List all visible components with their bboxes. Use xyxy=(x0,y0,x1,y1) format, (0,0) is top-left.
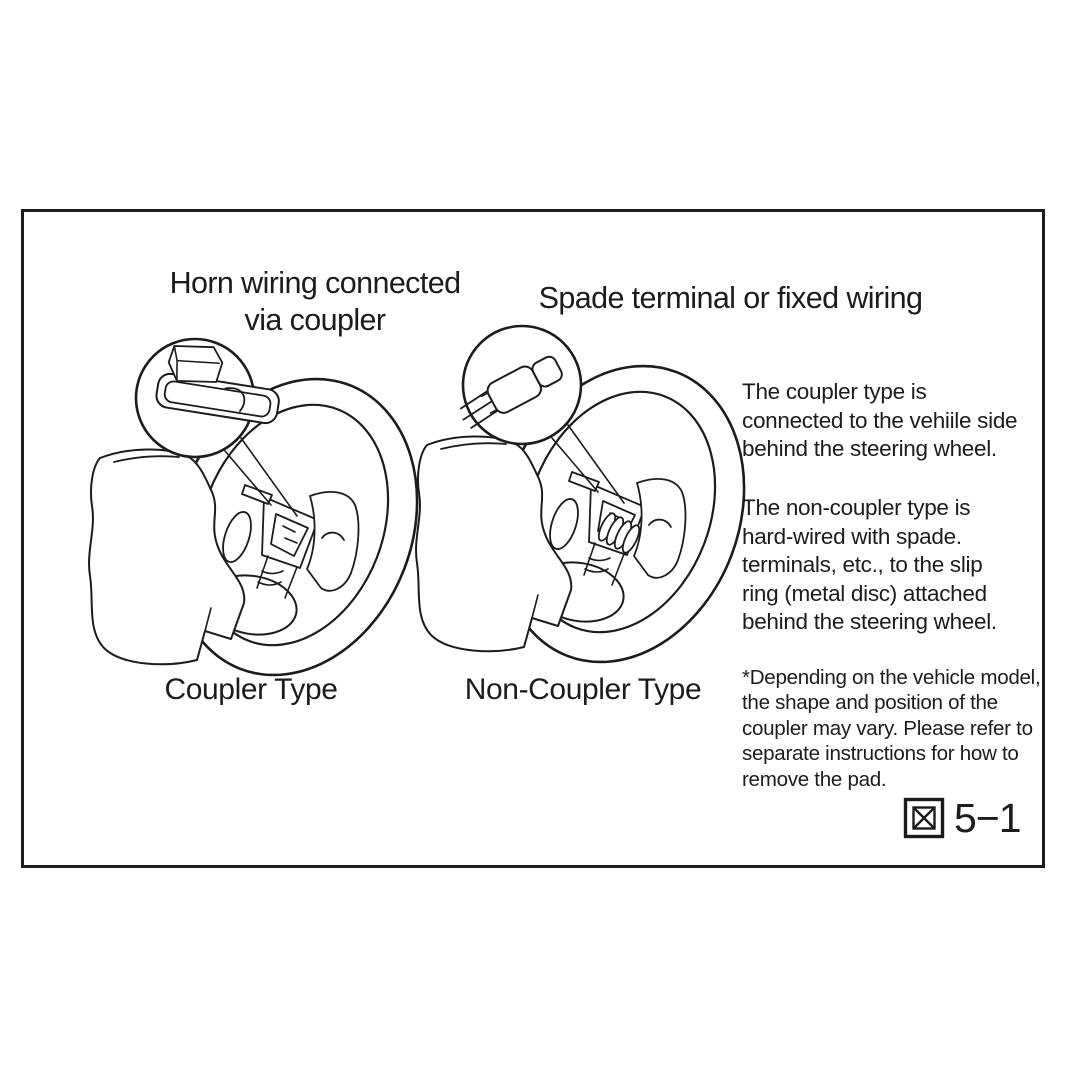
non-coupler-note-line4: ring (metal disc) attached xyxy=(742,580,987,606)
coupler-type-caption: Coupler Type xyxy=(164,673,338,706)
non-coupler-note-line3: terminals, etc., to the slip xyxy=(742,552,983,578)
vehicle-model-footnote xyxy=(742,665,1044,792)
figure-number: 5−1 xyxy=(954,795,1021,841)
coupler-diagram-label-line1: Horn wiring connected xyxy=(169,266,461,300)
coupler-note-line1: The coupler type is xyxy=(742,379,927,404)
footnote-line2: the shape and position of the xyxy=(742,691,998,715)
footnote-line1: *Depending on the vehicle model, xyxy=(742,666,1041,689)
figure-reference xyxy=(903,795,1021,841)
non-coupler-note-line1: The non-coupler type is xyxy=(742,495,971,520)
coupler-diagram-label xyxy=(130,265,500,339)
coupler-note-paragraph xyxy=(742,378,1044,464)
non-coupler-note-line5: behind the steering wheel. xyxy=(742,609,997,635)
coupler-diagram xyxy=(89,339,459,711)
footnote-line4: separate instructions for how to xyxy=(742,742,1019,766)
coupler-note-line2: connected to the vehiile side xyxy=(742,407,1018,433)
footnote-line3: coupler may vary. Please refer to xyxy=(742,716,1033,740)
coupler-diagram-label-line2: via coupler xyxy=(244,303,386,337)
non-coupler-note-line2: hard-wired with spade. xyxy=(742,523,962,549)
figure-box-icon xyxy=(903,797,945,839)
non-coupler-diagram-label-line1: Spade terminal or fixed wiring xyxy=(538,281,923,315)
non-coupler-diagram xyxy=(416,326,786,698)
footnote-line5: remove the pad. xyxy=(742,767,887,791)
non-coupler-diagram-label xyxy=(528,280,933,317)
non-coupler-type-caption: Non-Coupler Type xyxy=(464,673,702,706)
coupler-note-line3: behind the steering wheel. xyxy=(742,436,997,462)
non-coupler-note-paragraph xyxy=(742,494,1044,637)
